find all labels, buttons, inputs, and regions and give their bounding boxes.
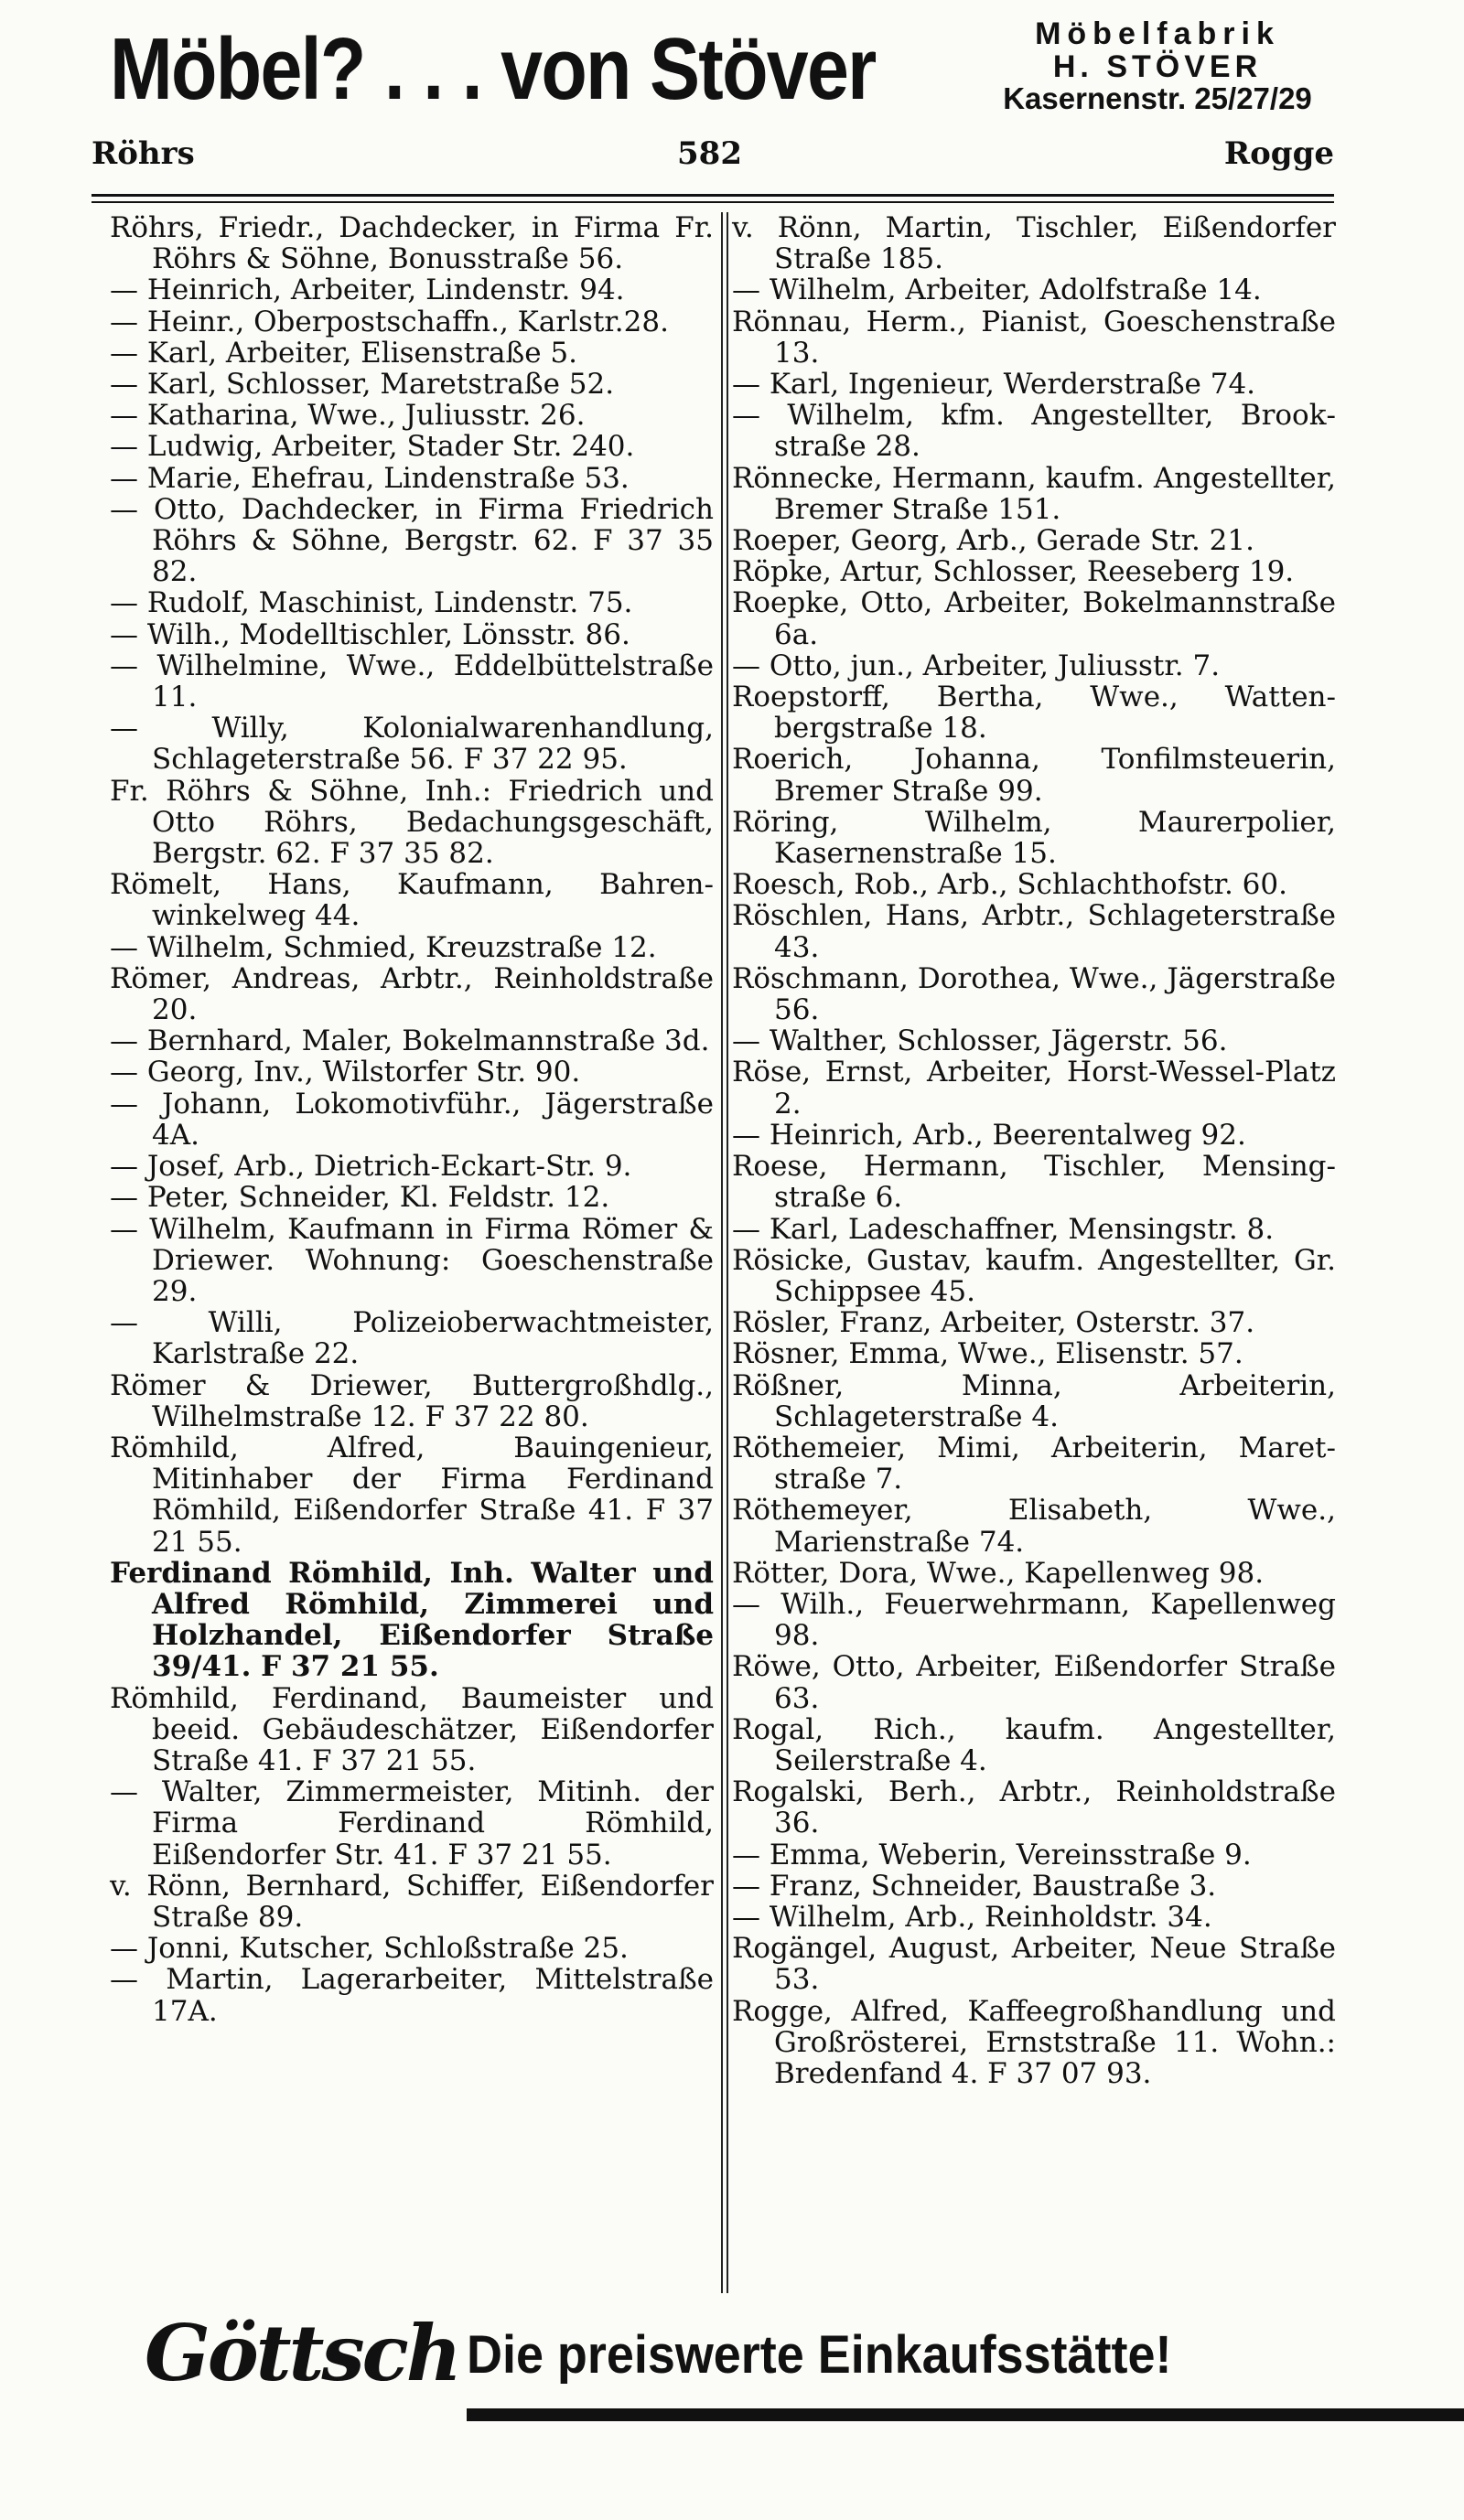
column-divider — [721, 212, 723, 2293]
directory-entry: Rogängel, August, Arbeiter, Neue Straße 53. — [732, 1932, 1336, 1997]
directory-entry: — Martin, Lagerarbeiter, Mittelstraße 17A. — [110, 1963, 714, 2028]
advertisement-top — [110, 18, 1336, 137]
directory-entry: — Wilhelm, Arb., Reinholdstr. 34. — [732, 1900, 1212, 1934]
directory-entry: Röhrs, Friedr., Dachdecker, in Firma Fr. Röhrs & Söhne, Bonusstraße 56. — [110, 211, 714, 276]
directory-entry: Rönnecke, Hermann, kaufm. Angestellter, Bremer Straße 151. — [732, 461, 1336, 526]
directory-entry: Römhild, Ferdinand, Baumeister und beeid. Gebäudeschätzer, Eißendorfer Straße 41. F 37 21 55. — [110, 1681, 714, 1777]
directory-entry: Röthemeyer, Elisabeth, Wwe., Marienstraße 74. — [732, 1494, 1336, 1559]
running-header — [92, 135, 1334, 181]
directory-entry: v. Rönn, Martin, Tischler, Eißendorfer Straße 185. — [732, 211, 1336, 276]
directory-entry: Röschmann, Dorothea, Wwe., Jägerstraße 56. — [732, 961, 1336, 1027]
advertisement-headline: Möbel? . . . von Stöver — [110, 20, 876, 118]
header-rule — [92, 194, 1334, 197]
directory-entry: — Heinrich, Arb., Beerentalweg 92. — [732, 1118, 1246, 1152]
directory-entry: — Ludwig, Arbeiter, Stader Str. 240. — [110, 430, 635, 464]
directory-entry: Rößner, Minna, Arbeiterin, Schlageterstraße 4. — [732, 1368, 1336, 1433]
firm-line-3: Kasernenstr. 25/27/29 — [1003, 81, 1312, 116]
directory-entry: — Karl, Ladeschaffner, Mensingstr. 8. — [732, 1212, 1275, 1246]
right-column — [732, 212, 1336, 2089]
header-rule — [92, 201, 1334, 203]
directory-entry: — Johann, Lokomotivführ., Jägerstraße 4A. — [110, 1087, 714, 1152]
directory-entry: — Wilh., Feuerwehrmann, Kapellenweg 98. — [732, 1587, 1336, 1653]
directory-entry: — Heinr., Oberpostschaffn., Karlstr.28. — [110, 305, 669, 338]
directory-entry: — Franz, Schneider, Baustraße 3. — [732, 1869, 1217, 1903]
directory-entry: — Emma, Weberin, Vereinsstraße 9. — [732, 1838, 1252, 1871]
directory-entry: Rogal, Rich., kaufm. Angestellter, Seilerstraße 4. — [732, 1712, 1336, 1777]
directory-entry: Röthemeier, Mimi, Arbeiterin, Maretstraße 7. — [732, 1431, 1336, 1496]
directory-entry: Rösner, Emma, Wwe., Elisenstr. 57. — [732, 1337, 1243, 1371]
directory-entry: Ferdinand Römhild, Inh. Walter und Alfred Römhild, Zimmerei und Holzhandel, Eißendorfer Straße 39/41. F 37 21 55. — [110, 1556, 714, 1684]
header-first-name: Röhrs — [92, 135, 195, 172]
firm-line-1: Möbelfabrik — [1035, 16, 1280, 51]
directory-entry: — Georg, Inv., Wilstorfer Str. 90. — [110, 1056, 581, 1089]
directory-entry: — Rudolf, Maschinist, Lindenstr. 75. — [110, 586, 633, 620]
directory-entry: Roepke, Otto, Arbeiter, Bokelmannstraße 6a. — [732, 586, 1336, 651]
directory-entry: — Marie, Ehefrau, Lindenstraße 53. — [110, 461, 630, 495]
directory-entry: Römhild, Alfred, Bauingenieur, Mitinhaber der Firma Ferdinand Römhild, Eißendorfer Straße 41. F 37 21 55. — [110, 1431, 714, 1559]
directory-entry: — Karl, Ingenieur, Werderstraße 74. — [732, 368, 1256, 402]
directory-entry: — Wilh., Modelltischler, Lönsstr. 86. — [110, 617, 630, 651]
header-last-name: Rogge — [1223, 135, 1334, 172]
directory-entry: — Peter, Schneider, Kl. Feldstr. 12. — [110, 1181, 610, 1215]
directory-entry: Römer & Driewer, Buttergroßhdlg., Wilhelmstraße 12. F 37 22 80. — [110, 1368, 714, 1433]
directory-entry: — Wilhelm, Kaufmann in Firma Römer & Driewer. Wohnung: Goeschenstraße 29. — [110, 1212, 714, 1308]
goettsch-logo: Göttsch — [145, 2308, 459, 2398]
directory-entry: Rönnau, Herm., Pianist, Goeschenstraße 13. — [732, 305, 1336, 370]
directory-entry: — Wilhelm, Arbeiter, Adolfstraße 14. — [732, 273, 1262, 307]
advertisement-firm-block — [979, 18, 1336, 115]
directory-entry: Roesch, Rob., Arb., Schlachthofstr. 60. — [732, 868, 1287, 902]
directory-entry: — Josef, Arb., Dietrich-Eckart-Str. 9. — [110, 1150, 632, 1184]
directory-entry: — Heinrich, Arbeiter, Lindenstr. 94. — [110, 273, 625, 307]
directory-entry: — Walter, Zimmermeister, Mitinh. der Firma Ferdinand Römhild, Eißendorfer Str. 41. F 37 21 55. — [110, 1775, 714, 1871]
directory-entry: — Wilhelmine, Wwe., Eddelbüttelstraße 11. — [110, 649, 714, 714]
directory-entry: Römer, Andreas, Arbtr., Reinholdstraße 20. — [110, 961, 714, 1027]
advertisement-slogan: Die preiswerte Einkaufsstätte! — [467, 2325, 1172, 2385]
advertisement-bottom — [137, 2300, 1372, 2429]
directory-entry: Röpke, Artur, Schlosser, Reeseberg 19. — [732, 555, 1295, 589]
column-divider — [727, 212, 728, 2293]
directory-entry: — Willi, Polizeioberwachtmeister, Karlstraße 22. — [110, 1306, 714, 1371]
directory-entry: — Wilhelm, kfm. Angestellter, Brookstraße 28. — [732, 399, 1336, 464]
directory-entry: v. Rönn, Bernhard, Schiffer, Eißendorfer Straße 89. — [110, 1869, 714, 1934]
directory-entry: Römelt, Hans, Kaufmann, Bahrenwinkelweg 44. — [110, 868, 714, 933]
directory-entry: Roerich, Johanna, Tonfilmsteuerin, Bremer Straße 99. — [732, 743, 1336, 808]
directory-entry: — Walther, Schlosser, Jägerstr. 56. — [732, 1024, 1228, 1058]
directory-entry: Roeper, Georg, Arb., Gerade Str. 21. — [732, 524, 1254, 558]
page-number: 582 — [677, 135, 742, 172]
slogan-underline — [467, 2408, 1464, 2421]
directory-entry: Röring, Wilhelm, Maurerpolier, Kasernenstraße 15. — [732, 805, 1336, 871]
directory-entry: — Willy, Kolonialwarenhandlung, Schlageterstraße 56. F 37 22 95. — [110, 712, 714, 777]
firm-line-2: H. STÖVER — [1052, 48, 1263, 84]
left-column — [110, 212, 714, 2027]
directory-entry: Rötter, Dora, Wwe., Kapellenweg 98. — [732, 1556, 1265, 1590]
directory-entry: — Karl, Arbeiter, Elisenstraße 5. — [110, 336, 578, 370]
directory-entry: Fr. Röhrs & Söhne, Inh.: Friedrich und Otto Röhrs, Bedachungsgeschäft, Bergstr. 62. F 37 35 82. — [110, 774, 714, 871]
directory-entry: Rösicke, Gustav, kaufm. Angestellter, Gr. Schippsee 45. — [732, 1243, 1336, 1308]
directory-entry: Röwe, Otto, Arbeiter, Eißendorfer Straße 63. — [732, 1650, 1336, 1715]
directory-entry: Rösler, Franz, Arbeiter, Osterstr. 37. — [732, 1306, 1255, 1340]
directory-entry: — Jonni, Kutscher, Schloßstraße 25. — [110, 1932, 629, 1966]
directory-entry: Röschlen, Hans, Arbtr., Schlageterstraße 43. — [732, 899, 1336, 964]
directory-entry: Röse, Ernst, Arbeiter, Horst-Wessel-Platz 2. — [732, 1056, 1336, 1121]
directory-entry: — Katharina, Wwe., Juliusstr. 26. — [110, 399, 586, 433]
directory-entry: — Karl, Schlosser, Maretstraße 52. — [110, 368, 615, 402]
directory-entry: Roepstorff, Bertha, Wwe., Wattenbergstraße 18. — [732, 681, 1336, 745]
directory-entry: Roese, Hermann, Tischler, Mensingstraße 6. — [732, 1150, 1336, 1215]
directory-entry: — Otto, Dachdecker, in Firma Friedrich Röhrs & Söhne, Bergstr. 62. F 37 35 82. — [110, 492, 714, 589]
directory-entry: Rogge, Alfred, Kaffeegroßhandlung und Großrösterei, Ernststraße 11. Wohn.: Bredenfand 4. F 37 07 93. — [732, 1994, 1336, 2090]
directory-entry: — Wilhelm, Schmied, Kreuzstraße 12. — [110, 930, 657, 964]
directory-entry: Rogalski, Berh., Arbtr., Reinholdstraße 36. — [732, 1775, 1336, 1840]
directory-entry: — Otto, jun., Arbeiter, Juliusstr. 7. — [732, 649, 1221, 682]
directory-entry: — Bernhard, Maler, Bokelmannstraße 3d. — [110, 1024, 710, 1058]
